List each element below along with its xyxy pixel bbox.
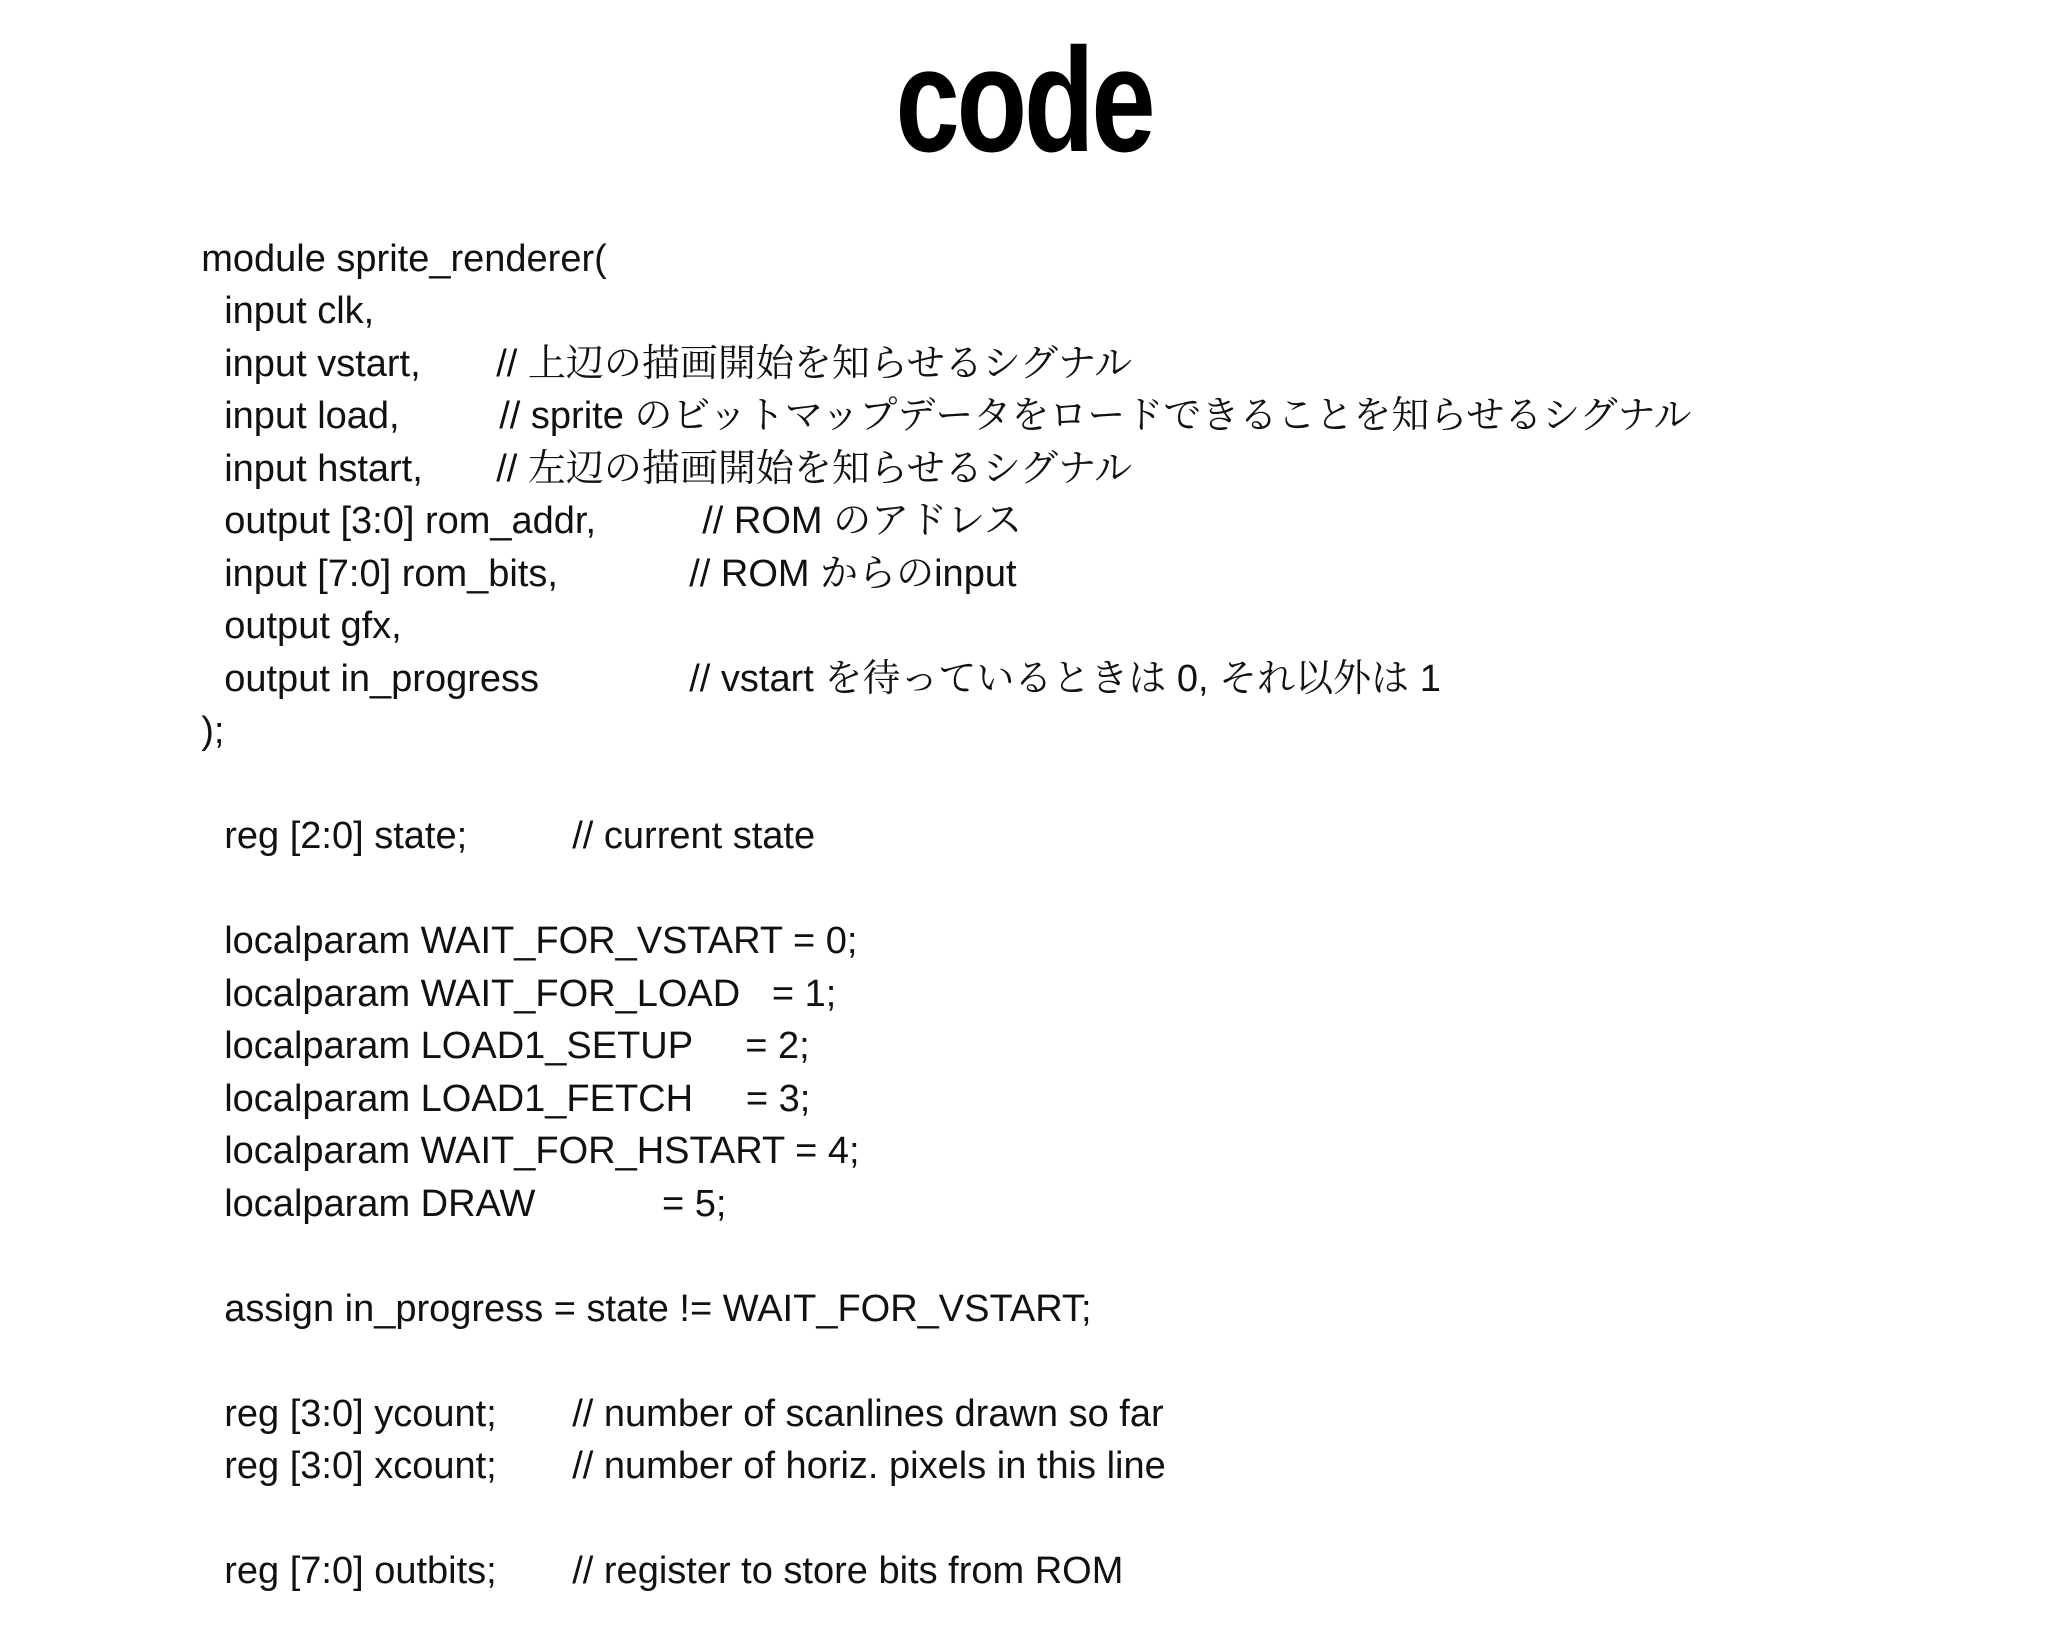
code-text: reg [7:0] outbits; [224,1550,497,1592]
code-text: localparam WAIT_FOR_LOAD = 1; [224,972,837,1015]
code-comment: // register to store bits from ROM [572,1550,1124,1592]
code-text: input vstart, [224,342,421,385]
code-text: output gfx, [224,605,402,647]
code-comment: // 上辺の描画開始を知らせるシグナル [496,342,1133,385]
code-text: output in_progress [224,657,539,700]
code-text: localparam LOAD1_FETCH = 3; [224,1077,811,1120]
code-block [159,180,2019,1592]
code-line [159,1493,2019,1592]
code-text: input clk, [224,290,375,332]
code-comment: // sprite のビットマップデータをロードできることを知らせるシグナル [499,395,1692,437]
code-text: localparam LOAD1_SETUP = 2; [224,1025,810,1067]
code-line [159,600,2019,700]
code-line [159,1230,2019,1330]
code-line [159,285,2019,385]
code-text: localparam WAIT_FOR_VSTART = 0; [224,920,858,962]
code-text: localparam DRAW = 5; [224,1182,727,1225]
code-line [159,863,2019,962]
code-comment: // ROM のアドレス [702,500,1022,542]
code-text: module sprite_renderer( [201,237,607,280]
code-comment: // 左辺の描画開始を知らせるシグナル [496,447,1133,490]
code-text: output [3:0] rom_addr, [224,500,597,542]
slide-title: code [895,18,1153,183]
code-comment: // vstart を待っているときは 0, それ以外は 1 [689,657,1441,700]
code-comment: // ROM からのinput [689,552,1017,595]
code-comment: // number of scanlines drawn so far [572,1392,1164,1435]
code-text: reg [3:0] ycount; [224,1392,497,1435]
code-comment: // current state [572,815,816,857]
code-text: input hstart, [224,447,423,490]
code-text: localparam WAIT_FOR_HSTART = 4; [224,1130,860,1172]
code-text: reg [2:0] state; [224,815,468,857]
code-text: reg [3:0] xcount; [224,1445,497,1487]
code-line [159,758,2019,857]
code-text: ); [201,710,225,752]
code-comment: // number of horiz. pixels in this line [572,1445,1166,1487]
code-line [159,180,2019,280]
code-text: input load, [224,395,400,437]
code-text: assign in_progress = state != WAIT_FOR_VSTART; [224,1287,1092,1330]
code-line-blank [159,705,2019,758]
code-line [159,1335,2019,1435]
code-text: input [7:0] rom_bits, [224,552,558,595]
